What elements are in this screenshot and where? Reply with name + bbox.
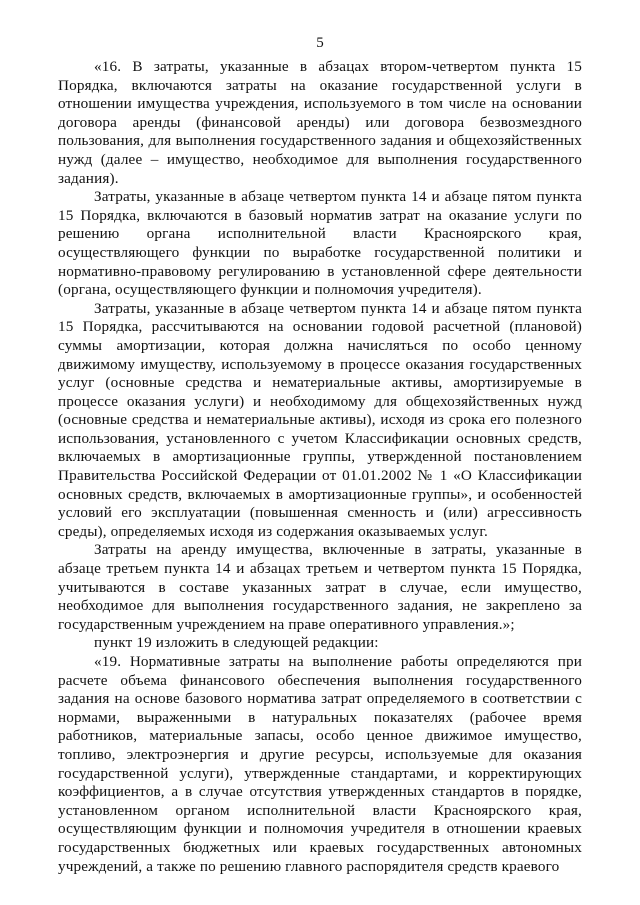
paragraph-item-19: «19. Нормативные затраты на выполнение работы определяются при расчете объема финансового обеспечения выполнения государственного задания на основе базового норматива затрат определяемого в соответствии с нормами, выраженными в натуральных показателях (рабочее время работников, материальные запасы, особо ценное движимое имущество, топливо, электроэнергия и другие ресурсы, используемые для оказания государственной услуги), утвержденные стандартами, и корректирующих коэффициентов, а в случае отсутствия утвержденных стандартов в порядке, установленном органом исполнительной власти Красноярского края, осуществляющим функции и полномочия учредителя в отношении краевых государственных бюджетных или краевых государственных автономных учреждений, а также по решению главного распорядителя средств краевого (58, 653, 582, 875)
paragraph-costs-basic-norm: Затраты, указанные в абзаце четвертом пункта 14 и абзаце пятом пункта 15 Порядка, включаются в базовый норматив затрат на оказание услуги по решению органа исполнительной власти Красноярского края, осуществляющего функции по выработке государственной политики и нормативно-правовому регулированию в установленной сфере деятельности (органа, осуществляющего функции и полномочия учредителя). (58, 188, 582, 299)
paragraph-rent-costs: Затраты на аренду имущества, включенные в затраты, указанные в абзаце третьем пункта 14 и абзацах третьем и четвертом пункта 15 Порядка, учитываются в составе указанных затрат в случае, если имущество, необходимое для выполнения государственного задания, не закреплено за государственным учреждением на праве оперативного управления.»; (58, 541, 582, 633)
paragraph-item-16: «16. В затраты, указанные в абзацах втором-четвертом пункта 15 Порядка, включаются затраты на оказание государственной услуги в отношении имущества учреждения, используемого в том числе на основании договора аренды (финансовой аренды) или договора безвозмездного пользования, для выполнения государственного задания и общехозяйственных нужд (далее – имущество, необходимое для выполнения государственного задания). (58, 58, 582, 187)
page-number: 5 (316, 35, 324, 51)
paragraph-depreciation: Затраты, указанные в абзаце четвертом пункта 14 и абзаце пятом пункта 15 Порядка, рассчитываются на основании годовой расчетной (плановой) суммы амортизации, которая должна начисляться по особо ценному движимому имуществу, используемому в процессе оказания государственных услуг (основные средства и нематериальные активы, амортизируемые в процессе оказания услуги) и необходимому для общехозяйственных нужд (основные средства и нематериальные активы), исходя из срока его полезного использования, установленного с учетом Классификации основных средств, включаемых в амортизационные группы, утвержденной постановлением Правительства Российской Федерации от 01.01.2002 № 1 «О Классификации основных средств, включаемых в амортизационные группы», и особенностей условий его эксплуатации (повышенная сменность и (или) агрессивность среды), определяемых исходя из содержания оказываемых услуг. (58, 299, 582, 540)
document-body (58, 58, 582, 876)
paragraph-item-19-intro: пункт 19 изложить в следующей редакции: (94, 634, 379, 652)
